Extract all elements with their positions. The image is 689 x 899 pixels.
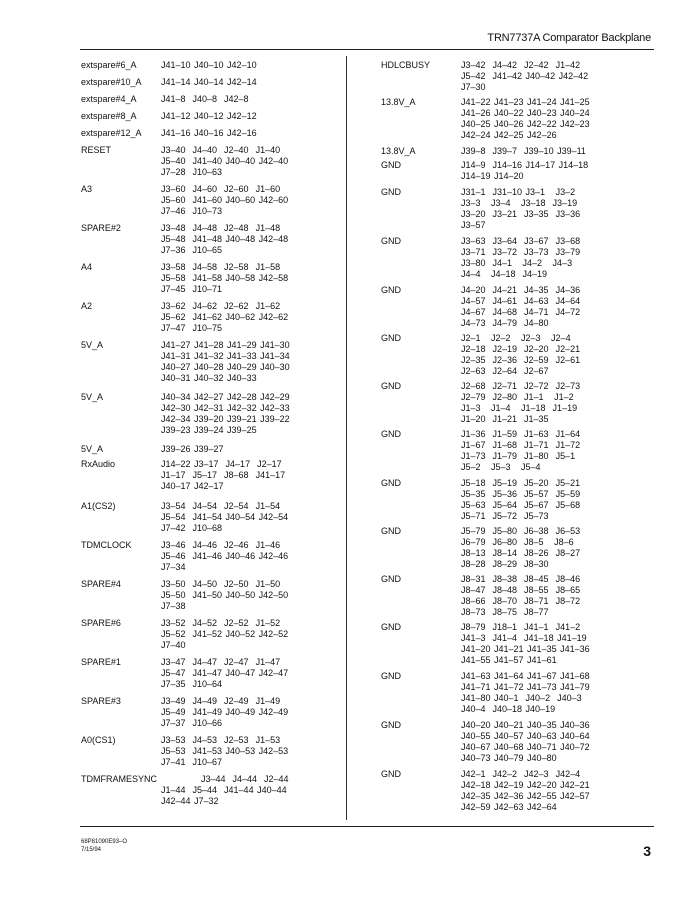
pin-entry xyxy=(81,579,288,612)
pin-line: J2–79 J2–80 J1–1 J1–2 xyxy=(461,392,574,402)
pin-list xyxy=(461,574,580,618)
pin-list xyxy=(461,187,580,231)
pin-entry xyxy=(81,145,288,178)
pin-line: J41–22 J41–23 J41–24 J41–25 xyxy=(461,97,590,107)
signal-name: GND xyxy=(381,236,401,246)
pin-entry xyxy=(381,60,588,93)
pin-list xyxy=(461,720,590,764)
pin-line: J3–40 J4–40 J2–40 J1–40 xyxy=(161,145,281,155)
signal-name: 13.8V_A xyxy=(381,146,416,156)
signal-name: GND xyxy=(381,187,401,197)
pin-line: J5–63 J5–64 J5–67 J5–68 xyxy=(461,500,581,510)
pin-line: J2–18 J2–19 J2–20 J2–21 xyxy=(461,344,581,354)
pin-line: J14–22 J3–17 J4–17 J2–17 xyxy=(161,459,282,469)
pin-entry xyxy=(81,459,285,492)
signal-name: GND xyxy=(381,478,401,488)
pin-entry xyxy=(81,223,288,256)
signal-name: GND xyxy=(381,381,401,391)
pin-list xyxy=(161,184,288,217)
pin-entry xyxy=(81,735,288,768)
pin-line: J8–47 J8–48 J8–55 J8–65 xyxy=(461,585,581,595)
pin-line: J3–71 J3–72 J3–73 J3–79 xyxy=(461,247,581,257)
pin-list xyxy=(461,478,580,522)
pin-line: J5–50 J41–50 J40–50 J42–50 xyxy=(161,590,289,600)
signal-name: SPARE#6 xyxy=(81,618,121,628)
pin-line: J41–16 J40–16 J42–16 xyxy=(161,128,257,138)
pin-list xyxy=(161,145,288,178)
pin-line: J41–26 J40–22 J40–23 J40–24 xyxy=(461,108,590,118)
pin-line: J42–1 J42–2 J42–3 J42–4 xyxy=(461,769,581,779)
pin-line: J41–8 J40–8 J42–8 xyxy=(161,94,249,104)
signal-name: 5V_A xyxy=(81,340,104,350)
pin-line: J3–54 J4–54 J2–54 J1–54 xyxy=(161,501,281,511)
pin-line: J5–46 J41–46 J40–46 J42–46 xyxy=(161,551,289,561)
pin-entry xyxy=(381,526,580,570)
pin-line: J41–12 J40–12 J42–12 xyxy=(161,111,257,121)
pin-line: J41–63 J41–64 J41–67 J41–68 xyxy=(461,671,590,681)
pin-line: J8–66 J8–70 J8–71 J8–72 xyxy=(461,596,581,606)
signal-name: SPARE#2 xyxy=(81,223,121,233)
pin-list xyxy=(461,333,580,377)
pin-list xyxy=(461,671,590,715)
pin-line: J7–40 xyxy=(161,640,186,650)
pin-entry xyxy=(381,187,580,231)
pin-entry xyxy=(81,60,257,71)
pin-line: J5–71 J5–72 J5–73 xyxy=(461,511,549,521)
pin-line: J7–37 J10–66 xyxy=(161,718,223,728)
pin-entry xyxy=(81,340,290,384)
pin-line: J42–18 J42–19 J42–20 J42–21 xyxy=(461,780,590,790)
pin-line: J5–79 J5–80 J6–38 J6–53 xyxy=(461,526,581,536)
signal-name: extspare#12_A xyxy=(81,128,142,138)
pin-entry xyxy=(381,720,590,764)
pin-entry xyxy=(381,671,590,715)
pin-line: J42–35 J42–36 J42–55 J42–57 xyxy=(461,791,590,801)
signal-name: A4 xyxy=(81,262,93,272)
pin-line: J41–55 J41–57 J41–61 xyxy=(461,655,557,665)
column-divider xyxy=(346,56,347,820)
pin-line: J5–40 J41–40 J40–40 J42–40 xyxy=(161,156,289,166)
pin-line: J3–60 J4–60 J2–60 J1–60 xyxy=(161,184,281,194)
pin-line: J41–3 J41–4 J41–18 J41–19 xyxy=(461,633,587,643)
pin-line: J7–41 J10–67 xyxy=(161,757,223,767)
pin-line: J3–44 J4–44 J2–44 xyxy=(201,774,289,784)
pin-entry xyxy=(81,501,288,534)
pin-line: J4–73 J4–79 J4–80 xyxy=(461,318,549,328)
pin-line: J39–26 J39–27 xyxy=(161,444,224,454)
pin-list xyxy=(461,526,580,570)
pin-list xyxy=(461,429,580,473)
pin-line: J4–4 J4–18 J4–19 xyxy=(461,269,548,279)
signal-name: 5V_A xyxy=(81,392,104,402)
pin-list xyxy=(161,301,288,334)
pin-line: J3–48 J4–48 J2–48 J1–48 xyxy=(161,223,281,233)
pin-line: J7–30 xyxy=(461,82,486,92)
signal-name: RESET xyxy=(81,145,112,155)
pin-entry xyxy=(81,77,257,88)
pin-entry xyxy=(381,285,580,329)
pin-list xyxy=(161,60,257,71)
pin-entry xyxy=(381,769,590,813)
pin-line: J7–42 J10–68 xyxy=(161,523,223,533)
pin-line: J3–80 J4–1 J4–2 J4–3 xyxy=(461,258,573,268)
pin-line: J7–35 J10–64 xyxy=(161,679,223,689)
pin-entry xyxy=(81,774,289,807)
pin-line: J14–19 J14–20 xyxy=(461,171,524,181)
pin-entry xyxy=(381,236,580,280)
pin-line: J1–20 J1–21 J1–35 xyxy=(461,414,549,424)
pin-line: J5–60 J41–60 J40–60 J42–60 xyxy=(161,195,289,205)
signal-name: TDMFRAMESYNC xyxy=(81,774,157,784)
pin-line: J5–53 J41–53 J40–53 J42–53 xyxy=(161,746,289,756)
pin-list xyxy=(461,381,580,425)
pin-line: J7–34 xyxy=(161,562,186,572)
pin-line: J5–35 J5–36 J5–57 J5–59 xyxy=(461,489,581,499)
pin-line: J1–67 J1–68 J1–71 J1–72 xyxy=(461,440,581,450)
pin-list xyxy=(461,622,590,666)
pin-entry xyxy=(81,540,288,573)
pin-line: J5–42 J41–42 J40–42 J42–42 xyxy=(461,71,589,81)
pin-list xyxy=(461,146,586,157)
pin-line: J40–31 J40–32 J40–33 xyxy=(161,373,257,383)
pin-entry xyxy=(81,301,288,334)
pin-line: J4–57 J4–61 J4–63 J4–64 xyxy=(461,296,581,306)
pin-list xyxy=(161,501,288,534)
pin-entry xyxy=(81,128,257,139)
pin-line: J3–46 J4–46 J2–46 J1–46 xyxy=(161,540,281,550)
pin-line: J5–48 J41–48 J40–48 J42–48 xyxy=(161,234,289,244)
signal-name: A3 xyxy=(81,184,93,194)
pin-entry xyxy=(81,94,249,105)
pin-list xyxy=(161,111,257,122)
footer-rule xyxy=(80,826,654,827)
pin-line: J4–20 J4–21 J4–35 J4–36 xyxy=(461,285,581,295)
pin-list xyxy=(461,160,588,182)
pin-entry xyxy=(81,696,288,729)
pin-line: J39–23 J39–24 J39–25 xyxy=(161,425,257,435)
pin-line: J5–54 J41–54 J40–54 J42–54 xyxy=(161,512,289,522)
pin-list xyxy=(161,262,288,295)
pin-line: J2–1 J2–2 J2–3 J2–4 xyxy=(461,333,571,343)
pin-line: J7–46 J10–73 xyxy=(161,206,223,216)
pin-line: J42–34 J39–20 J39–21 J39–22 xyxy=(161,414,290,424)
pin-line: J4–67 J4–68 J4–71 J4–72 xyxy=(461,307,581,317)
pin-entry xyxy=(81,184,288,217)
signal-name: extspare#10_A xyxy=(81,77,142,87)
pin-line: J3–47 J4–47 J2–47 J1–47 xyxy=(161,657,281,667)
pin-line: J41–10 J40–10 J42–10 xyxy=(161,60,257,70)
pin-line: J40–73 J40–79 J40–80 xyxy=(461,753,557,763)
pin-list xyxy=(461,769,590,813)
signal-name: GND xyxy=(381,720,401,730)
pin-entry xyxy=(81,262,288,295)
pin-list xyxy=(161,618,288,651)
pin-line: J1–36 J1–59 J1–63 J1–64 xyxy=(461,429,581,439)
pin-entry xyxy=(81,618,288,651)
pin-line: J40–67 J40–68 J40–71 J40–72 xyxy=(461,742,590,752)
pin-line: J1–44 J5–44 J41–44 J40–44 xyxy=(161,785,287,795)
signal-name: SPARE#1 xyxy=(81,657,121,667)
pin-line: J1–73 J1–79 J1–80 J5–1 xyxy=(461,451,576,461)
signal-name: 13.8V_A xyxy=(381,97,416,107)
pin-list xyxy=(161,735,288,768)
pin-entry xyxy=(381,97,590,141)
pin-line: J3–42 J4–42 J2–42 J1–42 xyxy=(461,60,581,70)
pin-line: J8–31 J8–38 J8–45 J8–46 xyxy=(461,574,581,584)
pin-line: J40–25 J40–26 J42–22 J42–23 xyxy=(461,119,590,129)
pin-line: J41–27 J41–28 J41–29 J41–30 xyxy=(161,340,290,350)
pin-entry xyxy=(381,333,580,377)
pin-list xyxy=(161,94,249,105)
pin-entry xyxy=(81,111,257,122)
pin-line: J39–8 J39–7 J39–10 J39–11 xyxy=(461,146,586,156)
pin-list xyxy=(161,340,290,384)
pin-line: J3–57 xyxy=(461,220,486,230)
signal-name: GND xyxy=(381,769,401,779)
pin-line: J41–31 J41–32 J41–33 J41–34 xyxy=(161,351,290,361)
pin-line: J41–71 J41–72 J41–73 J41–79 xyxy=(461,682,590,692)
pin-line: J42–24 J42–25 J42–26 xyxy=(461,130,557,140)
pin-line: J31–1 J31–10 J3–1 J3–2 xyxy=(461,187,576,197)
signal-name: SPARE#3 xyxy=(81,696,121,706)
signal-name: GND xyxy=(381,285,401,295)
pin-list xyxy=(161,579,288,612)
pin-list xyxy=(161,223,288,256)
header-rule xyxy=(80,49,654,50)
pin-line: J5–2 J5–3 J5–4 xyxy=(461,462,541,472)
signal-name: GND xyxy=(381,160,401,170)
signal-name: A1(CS2) xyxy=(81,501,116,511)
signal-name: RxAudio xyxy=(81,459,116,469)
pin-line: J7–45 J10–71 xyxy=(161,284,223,294)
pin-line: J5–47 J41–47 J40–47 J42–47 xyxy=(161,668,289,678)
signal-name: GND xyxy=(381,429,401,439)
signal-name: SPARE#4 xyxy=(81,579,121,589)
pin-entry xyxy=(381,478,580,522)
pin-line: J7–47 J10–75 xyxy=(161,323,223,333)
pin-entry xyxy=(81,444,224,455)
pin-list xyxy=(161,128,257,139)
signal-name: HDLCBUSY xyxy=(381,60,431,70)
pin-line: J6–79 J6–80 J8–5 J8–6 xyxy=(461,537,574,547)
page-number: 3 xyxy=(643,843,651,859)
pin-line: J41–20 J41–21 J41–35 J41–36 xyxy=(461,644,590,654)
pin-entry xyxy=(381,146,586,157)
footer-date: 7/15/94 xyxy=(81,847,102,853)
pin-line: J3–52 J4–52 J2–52 J1–52 xyxy=(161,618,281,628)
pin-line: J8–13 J8–14 J8–26 J8–27 xyxy=(461,548,581,558)
pin-line: J2–63 J2–64 J2–67 xyxy=(461,366,549,376)
pin-entry xyxy=(81,657,288,690)
pin-line: J1–17 J5–17 J8–68 J41–17 xyxy=(161,470,286,480)
pin-line: J41–14 J40–14 J42–14 xyxy=(161,77,257,87)
pin-line: J41–80 J40–1 J40–2 J40–3 xyxy=(461,693,582,703)
pin-line: J42–30 J42–31 J42–32 J42–33 xyxy=(161,403,290,413)
pin-line: J3–50 J4–50 J2–50 J1–50 xyxy=(161,579,281,589)
pin-line: J14–9 J14–16 J14–17 J14–18 xyxy=(461,160,589,170)
pin-line: J40–17 J42–17 xyxy=(161,481,224,491)
pin-line: J40–27 J40–28 J40–29 J40–30 xyxy=(161,362,290,372)
signal-name: A0(CS1) xyxy=(81,735,116,745)
pin-list xyxy=(161,459,285,492)
pin-list xyxy=(461,60,588,93)
signal-name: GND xyxy=(381,671,401,681)
pin-line: J8–79 J18–1 J41–1 J41–2 xyxy=(461,622,581,632)
pin-line: J3–63 J3–64 J3–67 J3–68 xyxy=(461,236,581,246)
pin-entry xyxy=(381,429,580,473)
pin-list xyxy=(161,444,224,455)
pin-line: J7–38 xyxy=(161,601,186,611)
signal-name: extspare#4_A xyxy=(81,94,137,104)
footer-doc-code: 68P81090E93–O xyxy=(81,839,128,845)
pin-entry xyxy=(81,392,290,436)
pin-list xyxy=(161,774,289,807)
pin-line: J8–28 J8–29 J8–30 xyxy=(461,559,549,569)
pin-line: J2–68 J2–71 J2–72 J2–73 xyxy=(461,381,581,391)
pin-line: J3–20 J3–21 J3–35 J3–36 xyxy=(461,209,581,219)
pin-line: J3–53 J4–53 J2–53 J1–53 xyxy=(161,735,281,745)
pin-list xyxy=(461,97,590,141)
signal-name: A2 xyxy=(81,301,93,311)
pin-line: J3–3 J3–4 J3–18 J3–19 xyxy=(461,198,578,208)
signal-name: extspare#8_A xyxy=(81,111,137,121)
signal-name: TDMCLOCK xyxy=(81,540,132,550)
pin-line: J5–52 J41–52 J40–52 J42–52 xyxy=(161,629,289,639)
pin-list xyxy=(461,285,580,329)
pin-line: J8–73 J8–75 J8–77 xyxy=(461,607,549,617)
pin-line: J7–28 J10–63 xyxy=(161,167,223,177)
pin-entry xyxy=(381,160,588,182)
pin-line: J5–62 J41–62 J40–62 J42–62 xyxy=(161,312,289,322)
pin-entry xyxy=(381,574,580,618)
pin-line: J1–3 J1–4 J1–18 J1–19 xyxy=(461,403,578,413)
pin-line: J42–44 J7–32 xyxy=(161,796,219,806)
signal-name: extspare#6_A xyxy=(81,60,137,70)
pin-list xyxy=(161,540,288,573)
pin-line: J40–4 J40–18 J40–19 xyxy=(461,704,556,714)
pin-line: J3–62 J4–62 J2–62 J1–62 xyxy=(161,301,281,311)
footer-doc-info xyxy=(81,838,127,854)
page-header-title: TRN7737A Comparator Backplane xyxy=(487,32,651,44)
pin-line: J40–34 J42–27 J42–28 J42–29 xyxy=(161,392,290,402)
signal-name: GND xyxy=(381,622,401,632)
pin-line: J5–49 J41–49 J40–49 J42–49 xyxy=(161,707,289,717)
pin-line: J3–58 J4–58 J2–58 J1–58 xyxy=(161,262,281,272)
signal-name: GND xyxy=(381,574,401,584)
pin-list xyxy=(461,236,580,280)
pin-entry xyxy=(381,381,580,425)
pin-list xyxy=(161,77,257,88)
pin-line: J7–36 J10–65 xyxy=(161,245,223,255)
pin-line: J3–49 J4–49 J2–49 J1–49 xyxy=(161,696,281,706)
pin-list xyxy=(161,696,288,729)
signal-name: 5V_A xyxy=(81,444,104,454)
pin-line: J40–20 J40–21 J40–35 J40–36 xyxy=(461,720,590,730)
pin-line: J40–55 J40–57 J40–63 J40–64 xyxy=(461,731,590,741)
pin-line: J42–59 J42–63 J42–64 xyxy=(461,802,557,812)
pin-line: J5–58 J41–58 J40–58 J42–58 xyxy=(161,273,289,283)
pin-line: J2–35 J2–36 J2–59 J2–61 xyxy=(461,355,581,365)
signal-name: GND xyxy=(381,526,401,536)
pin-list xyxy=(161,657,288,690)
pin-line: J5–18 J5–19 J5–20 J5–21 xyxy=(461,478,581,488)
pin-list xyxy=(161,392,290,436)
signal-name: GND xyxy=(381,333,401,343)
pin-entry xyxy=(381,622,590,666)
